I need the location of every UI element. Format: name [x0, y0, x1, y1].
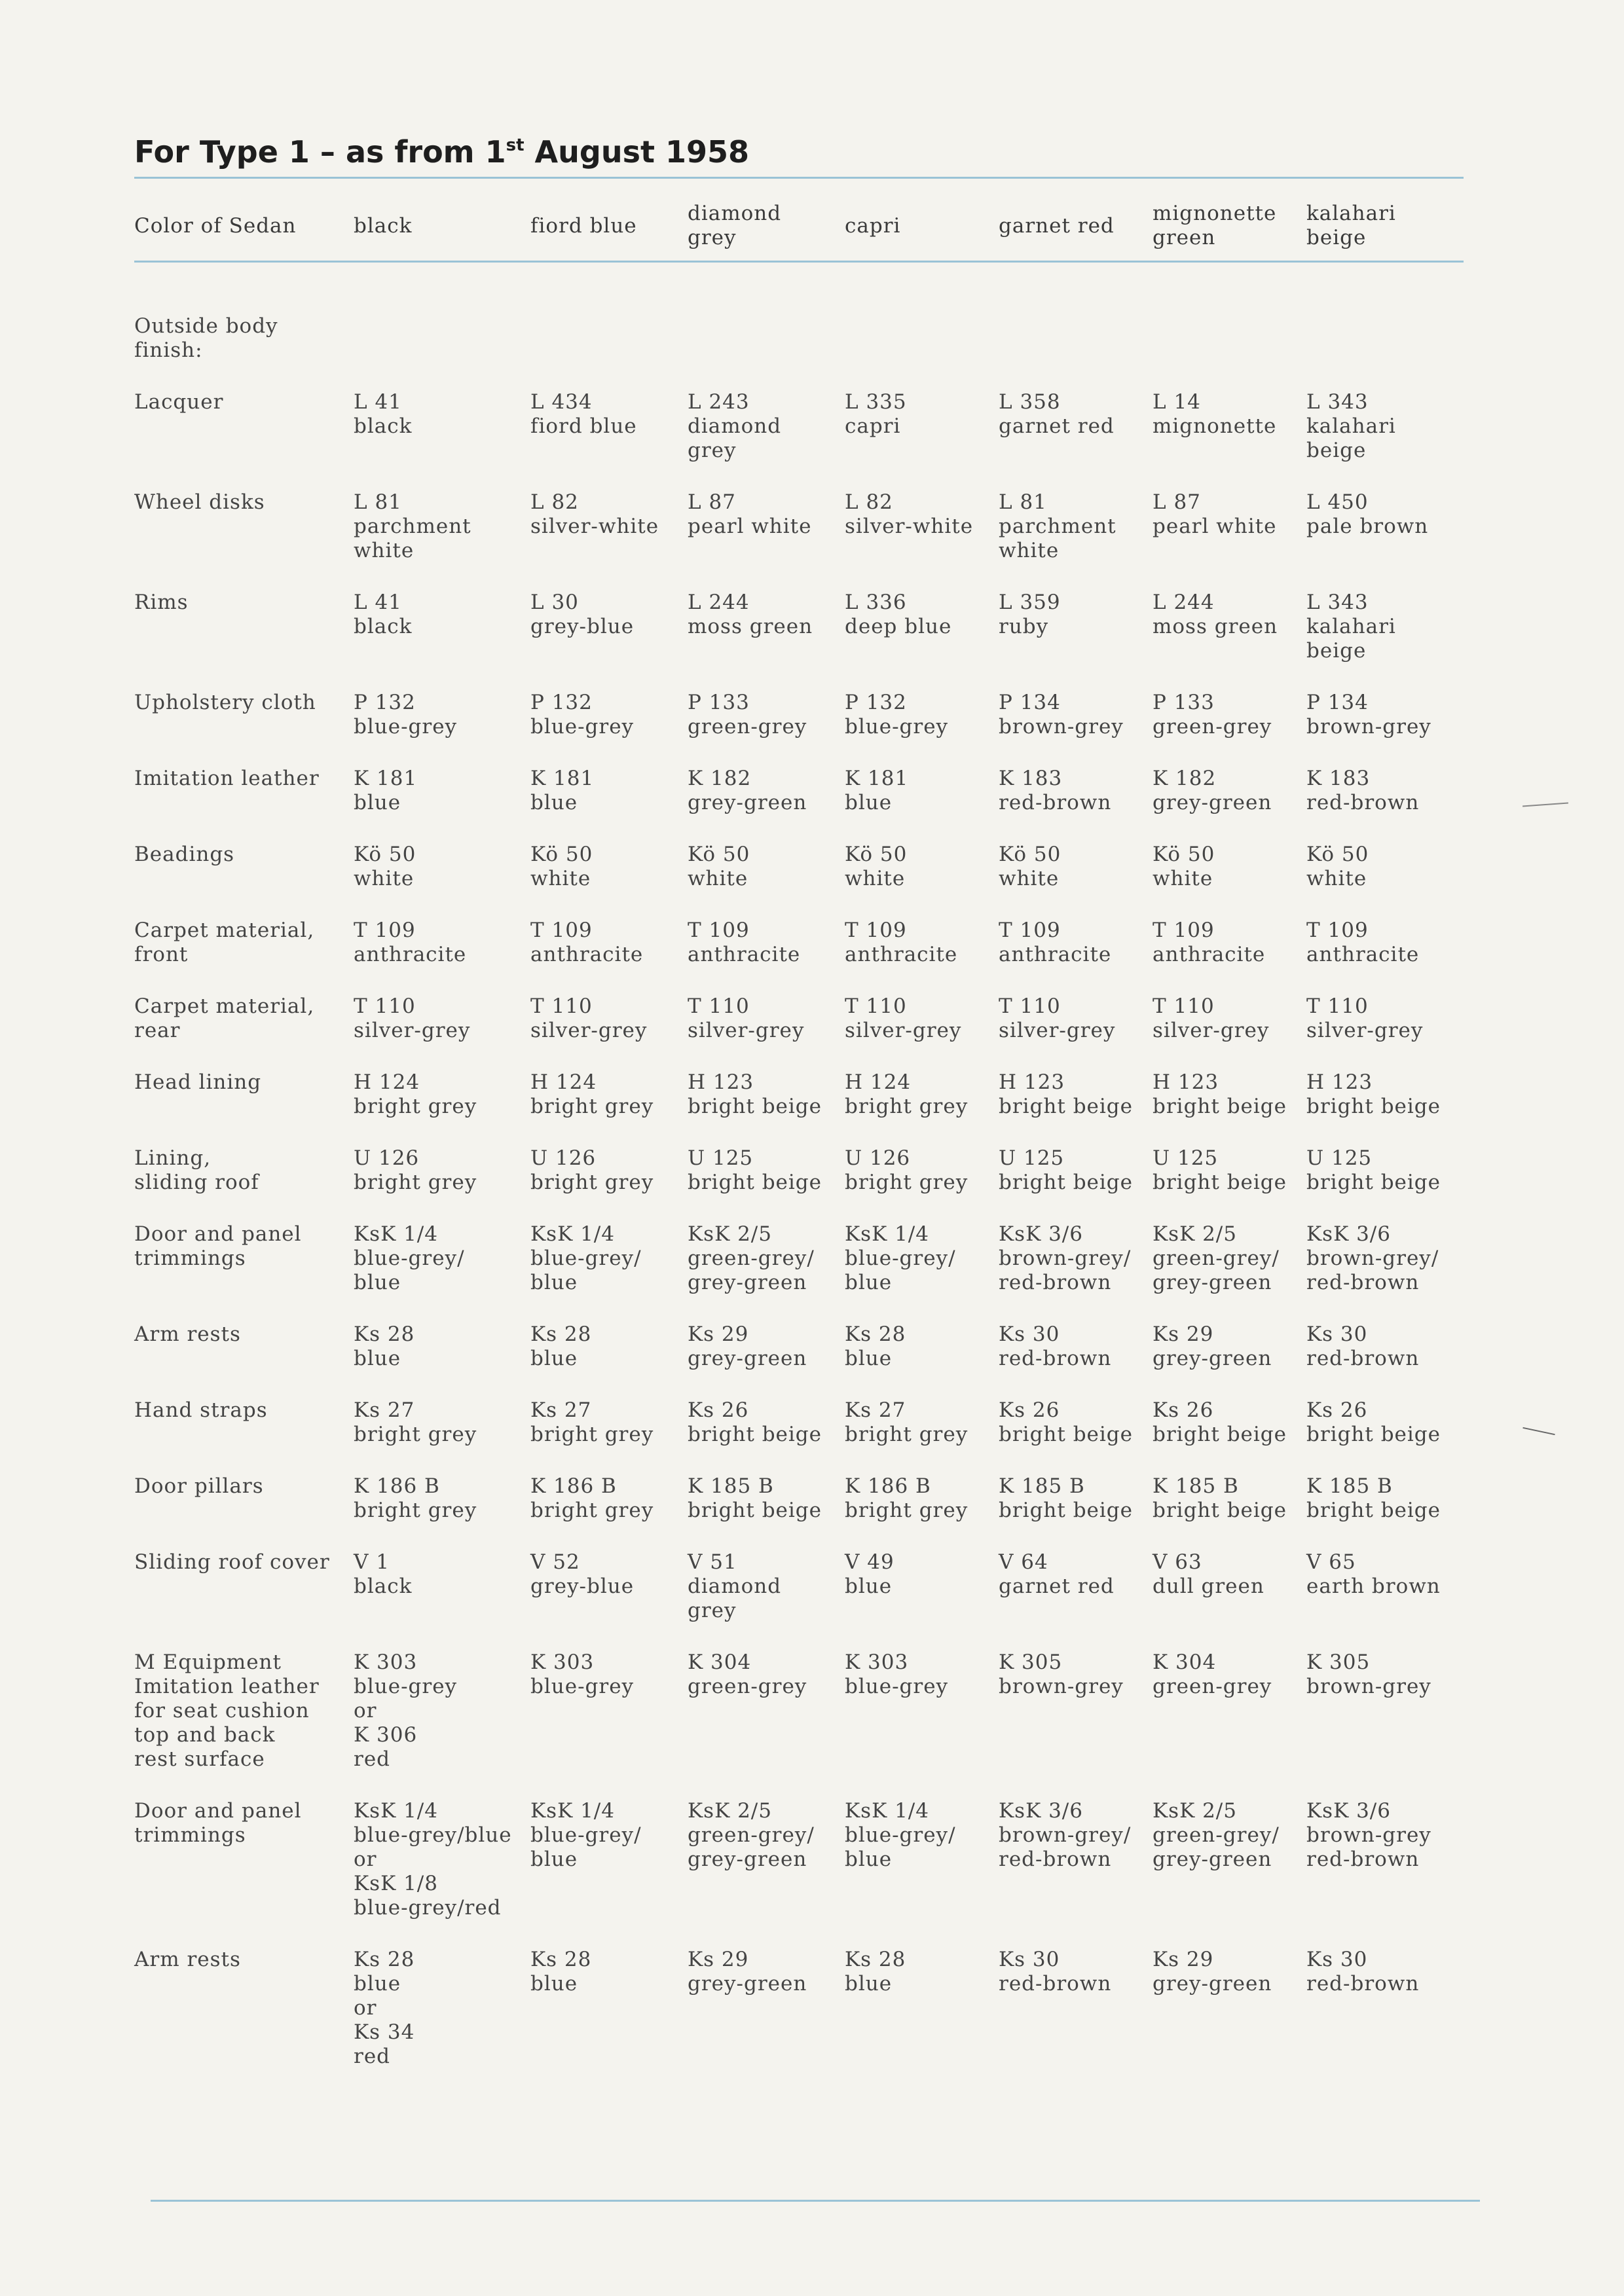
row-label: Sliding roof cover	[134, 1550, 330, 1574]
table-cell: L 41 black	[354, 390, 413, 438]
table-cell: L 450 pale brown	[1306, 490, 1429, 538]
table-cell: V 64 garnet red	[999, 1550, 1115, 1598]
table-cell: Ks 27 bright grey	[530, 1398, 654, 1446]
table-cell: Ks 26 bright beige	[1306, 1398, 1441, 1446]
table-cell: Ks 30 red-brown	[1306, 1948, 1420, 1995]
column-header: capri	[845, 213, 901, 238]
table-cell: Kö 50 white	[354, 843, 416, 890]
row-label: Rims	[134, 591, 189, 614]
table-cell: K 186 B bright grey	[845, 1474, 969, 1522]
table-cell: L 14 mignonette	[1153, 390, 1277, 438]
row-label: Lining, sliding roof	[134, 1146, 259, 1194]
table-cell: U 126 bright grey	[354, 1146, 477, 1194]
column-header: black	[354, 213, 413, 238]
scan-mark	[1522, 803, 1568, 807]
section-row	[134, 314, 1464, 390]
table-cell: L 244 moss green	[1153, 591, 1278, 638]
table-cell: H 124 bright grey	[845, 1070, 969, 1118]
table-cell: KsK 3/6 brown-grey/ red-brown	[1306, 1222, 1439, 1294]
table-cell: K 181 blue	[530, 767, 595, 814]
table-cell: K 303 blue-grey or K 306 red	[354, 1650, 458, 1771]
table-cell: Ks 26 bright beige	[999, 1398, 1133, 1446]
table-cell: Kö 50 white	[1306, 843, 1369, 890]
row-label: Upholstery cloth	[134, 691, 316, 714]
table-cell: L 81 parchment white	[999, 490, 1116, 562]
table-cell: V 49 blue	[845, 1550, 895, 1598]
row-label: M Equipment Imitation leather for seat cushion top and back rest surface	[134, 1650, 320, 1771]
table-row	[134, 1948, 1464, 2096]
table-cell: T 110 silver-grey	[999, 994, 1116, 1042]
table-cell: K 303 blue-grey	[530, 1650, 635, 1698]
table-row	[134, 1398, 1464, 1474]
footer-rule	[151, 2200, 1480, 2202]
table-cell: L 244 moss green	[688, 591, 813, 638]
table-cell: T 109 anthracite	[1153, 919, 1266, 966]
row-label: Arm rests	[134, 1948, 241, 1971]
table-cell: T 110 silver-grey	[354, 994, 471, 1042]
table-row	[134, 390, 1464, 490]
table-cell: V 52 grey-blue	[530, 1550, 635, 1598]
row-label: Carpet material, front	[134, 919, 315, 966]
table-cell: L 335 capri	[845, 390, 907, 438]
row-label: Imitation leather	[134, 767, 320, 790]
table-cell: Ks 28 blue	[530, 1322, 592, 1370]
table-cell: T 110 silver-grey	[845, 994, 962, 1042]
table-cell: K 181 blue	[354, 767, 418, 814]
table-cell: T 109 anthracite	[354, 919, 467, 966]
table-cell: KsK 3/6 brown-grey/ red-brown	[999, 1222, 1132, 1294]
table-row	[134, 919, 1464, 994]
table-cell: K 183 red-brown	[999, 767, 1112, 814]
column-header: diamond grey	[688, 202, 782, 249]
row-label: Hand straps	[134, 1398, 268, 1422]
table-cell: KsK 1/4 blue-grey/ blue	[845, 1222, 956, 1294]
table-cell: V 65 earth brown	[1306, 1550, 1441, 1598]
table-cell: L 82 silver-white	[845, 490, 974, 538]
table-cell: Ks 26 bright beige	[688, 1398, 822, 1446]
table-cell: Ks 30 red-brown	[999, 1322, 1112, 1370]
table-cell: K 185 B bright beige	[688, 1474, 822, 1522]
column-header: kalahari beige	[1306, 202, 1396, 249]
table-cell: Ks 30 red-brown	[999, 1948, 1112, 1995]
table-cell: K 181 blue	[845, 767, 909, 814]
table-cell: U 125 bright beige	[999, 1146, 1133, 1194]
table-cell: K 303 blue-grey	[845, 1650, 949, 1698]
table-cell: Ks 27 bright grey	[354, 1398, 477, 1446]
table-cell: T 109 anthracite	[1306, 919, 1420, 966]
table-cell: K 185 B bright beige	[1153, 1474, 1287, 1522]
table-cell: H 124 bright grey	[530, 1070, 654, 1118]
row-label: Lacquer	[134, 390, 224, 414]
table-cell: K 305 brown-grey	[1306, 1650, 1431, 1698]
table-cell: Kö 50 white	[688, 843, 750, 890]
scan-mark	[1522, 1427, 1555, 1435]
table-cell: L 343 kalahari beige	[1306, 591, 1396, 663]
table-row	[134, 1799, 1464, 1948]
table-cell: KsK 1/4 blue-grey/ blue	[530, 1222, 642, 1294]
row-label: Beadings	[134, 843, 235, 866]
table-cell: H 124 bright grey	[354, 1070, 477, 1118]
table-cell: Ks 30 red-brown	[1306, 1322, 1420, 1370]
table-cell: T 110 silver-grey	[1306, 994, 1424, 1042]
table-cell: KsK 1/4 blue-grey/ blue	[845, 1799, 956, 1871]
title-rule	[134, 177, 1464, 179]
table-cell: K 186 B bright grey	[530, 1474, 654, 1522]
table-cell: KsK 2/5 green-grey/ grey-green	[688, 1799, 815, 1871]
table-row	[134, 1222, 1464, 1322]
table-cell: Kö 50 white	[530, 843, 593, 890]
table-cell: L 82 silver-white	[530, 490, 659, 538]
table-cell: KsK 1/4 blue-grey/ blue	[530, 1799, 642, 1871]
table-row	[134, 1070, 1464, 1146]
table-row	[134, 490, 1464, 591]
header-label: Color of Sedan	[134, 213, 297, 238]
page-title: For Type 1 – as from 1st August 1958	[134, 134, 749, 170]
table-row	[134, 1474, 1464, 1550]
section-label: Outside body finish:	[134, 314, 278, 362]
table-cell: KsK 3/6 brown-grey red-brown	[1306, 1799, 1431, 1871]
table-row	[134, 767, 1464, 843]
table-cell: K 185 B bright beige	[999, 1474, 1133, 1522]
row-label: Carpet material, rear	[134, 994, 315, 1042]
table-cell: Ks 29 grey-green	[1153, 1322, 1272, 1370]
table-cell: K 182 grey-green	[1153, 767, 1272, 814]
column-header: mignonette green	[1153, 202, 1277, 249]
table-cell: H 123 bright beige	[1306, 1070, 1441, 1118]
table-cell: Kö 50 white	[1153, 843, 1215, 890]
table-cell: U 125 bright beige	[1306, 1146, 1441, 1194]
row-label: Wheel disks	[134, 490, 265, 514]
table-cell: P 134 brown-grey	[1306, 691, 1431, 738]
table-cell: L 41 black	[354, 591, 413, 638]
table-cell: Ks 28 blue	[354, 1322, 415, 1370]
table-cell: U 125 bright beige	[688, 1146, 822, 1194]
table-cell: T 110 silver-grey	[688, 994, 805, 1042]
table-cell: Ks 28 blue	[845, 1948, 906, 1995]
table-cell: Ks 26 bright beige	[1153, 1398, 1287, 1446]
table-cell: L 359 ruby	[999, 591, 1061, 638]
table-cell: K 304 green-grey	[688, 1650, 807, 1698]
table-cell: L 30 grey-blue	[530, 591, 635, 638]
table-cell: T 110 silver-grey	[1153, 994, 1270, 1042]
table-cell: KsK 2/5 green-grey/ grey-green	[1153, 1799, 1280, 1871]
table-cell: K 185 B bright beige	[1306, 1474, 1441, 1522]
table-row	[134, 691, 1464, 767]
table-cell: K 186 B bright grey	[354, 1474, 477, 1522]
column-header: fiord blue	[530, 213, 637, 238]
table-cell: KsK 2/5 green-grey/ grey-green	[1153, 1222, 1280, 1294]
table-cell: Ks 27 bright grey	[845, 1398, 969, 1446]
table-cell: K 183 red-brown	[1306, 767, 1420, 814]
table-cell: T 109 anthracite	[530, 919, 644, 966]
table-cell: Kö 50 white	[999, 843, 1061, 890]
table-cell: H 123 bright beige	[1153, 1070, 1287, 1118]
table-cell: Ks 29 grey-green	[1153, 1948, 1272, 1995]
column-header: garnet red	[999, 213, 1115, 238]
table-cell: U 126 bright grey	[530, 1146, 654, 1194]
row-label: Door and panel trimmings	[134, 1222, 302, 1270]
table-cell: V 1 black	[354, 1550, 413, 1598]
table-cell: H 123 bright beige	[999, 1070, 1133, 1118]
table-cell: L 87 pearl white	[688, 490, 812, 538]
table-cell: Ks 28 blue or Ks 34 red	[354, 1948, 415, 2068]
table-cell: Ks 29 grey-green	[688, 1322, 807, 1370]
table-row	[134, 1146, 1464, 1222]
table-cell: P 133 green-grey	[688, 691, 807, 738]
table-cell: P 132 blue-grey	[530, 691, 635, 738]
table-cell: P 134 brown-grey	[999, 691, 1124, 738]
table-cell: L 358 garnet red	[999, 390, 1115, 438]
table-cell: K 305 brown-grey	[999, 1650, 1124, 1698]
table-cell: Ks 29 grey-green	[688, 1948, 807, 1995]
table-cell: P 133 green-grey	[1153, 691, 1272, 738]
table-cell: L 81 parchment white	[354, 490, 471, 562]
row-label: Head lining	[134, 1070, 262, 1094]
table-cell: L 336 deep blue	[845, 591, 952, 638]
table-cell: U 125 bright beige	[1153, 1146, 1287, 1194]
table-row	[134, 843, 1464, 919]
table-row	[134, 591, 1464, 691]
table-cell: V 51 diamond grey	[688, 1550, 782, 1622]
table-cell: L 243 diamond grey	[688, 390, 782, 462]
table-cell: P 132 blue-grey	[845, 691, 949, 738]
table-cell: U 126 bright grey	[845, 1146, 969, 1194]
table-cell: H 123 bright beige	[688, 1070, 822, 1118]
table-cell: Ks 28 blue	[845, 1322, 906, 1370]
table-cell: P 132 blue-grey	[354, 691, 458, 738]
table-cell: T 109 anthracite	[688, 919, 801, 966]
table-cell: T 109 anthracite	[845, 919, 958, 966]
table-cell: T 109 anthracite	[999, 919, 1112, 966]
header-row	[134, 190, 1464, 262]
table-cell: L 434 fiord blue	[530, 390, 637, 438]
table-cell: Kö 50 white	[845, 843, 908, 890]
color-specification-table	[134, 190, 1464, 2096]
table-row	[134, 1550, 1464, 1650]
table-cell: KsK 2/5 green-grey/ grey-green	[688, 1222, 815, 1294]
table-cell: KsK 1/4 blue-grey/blue or KsK 1/8 blue-grey/red	[354, 1799, 512, 1920]
row-label: Door pillars	[134, 1474, 264, 1498]
table-row	[134, 1650, 1464, 1799]
row-label: Door and panel trimmings	[134, 1799, 302, 1847]
table-cell: K 182 grey-green	[688, 767, 807, 814]
table-cell: KsK 3/6 brown-grey/ red-brown	[999, 1799, 1132, 1871]
table-cell: L 87 pearl white	[1153, 490, 1277, 538]
table-cell: L 343 kalahari beige	[1306, 390, 1396, 462]
table-cell: Ks 28 blue	[530, 1948, 592, 1995]
table-cell: T 110 silver-grey	[530, 994, 648, 1042]
table-row	[134, 994, 1464, 1070]
row-label: Arm rests	[134, 1322, 241, 1346]
table-cell: KsK 1/4 blue-grey/ blue	[354, 1222, 465, 1294]
table-row	[134, 1322, 1464, 1398]
table-cell: K 304 green-grey	[1153, 1650, 1272, 1698]
table-cell: V 63 dull green	[1153, 1550, 1264, 1598]
